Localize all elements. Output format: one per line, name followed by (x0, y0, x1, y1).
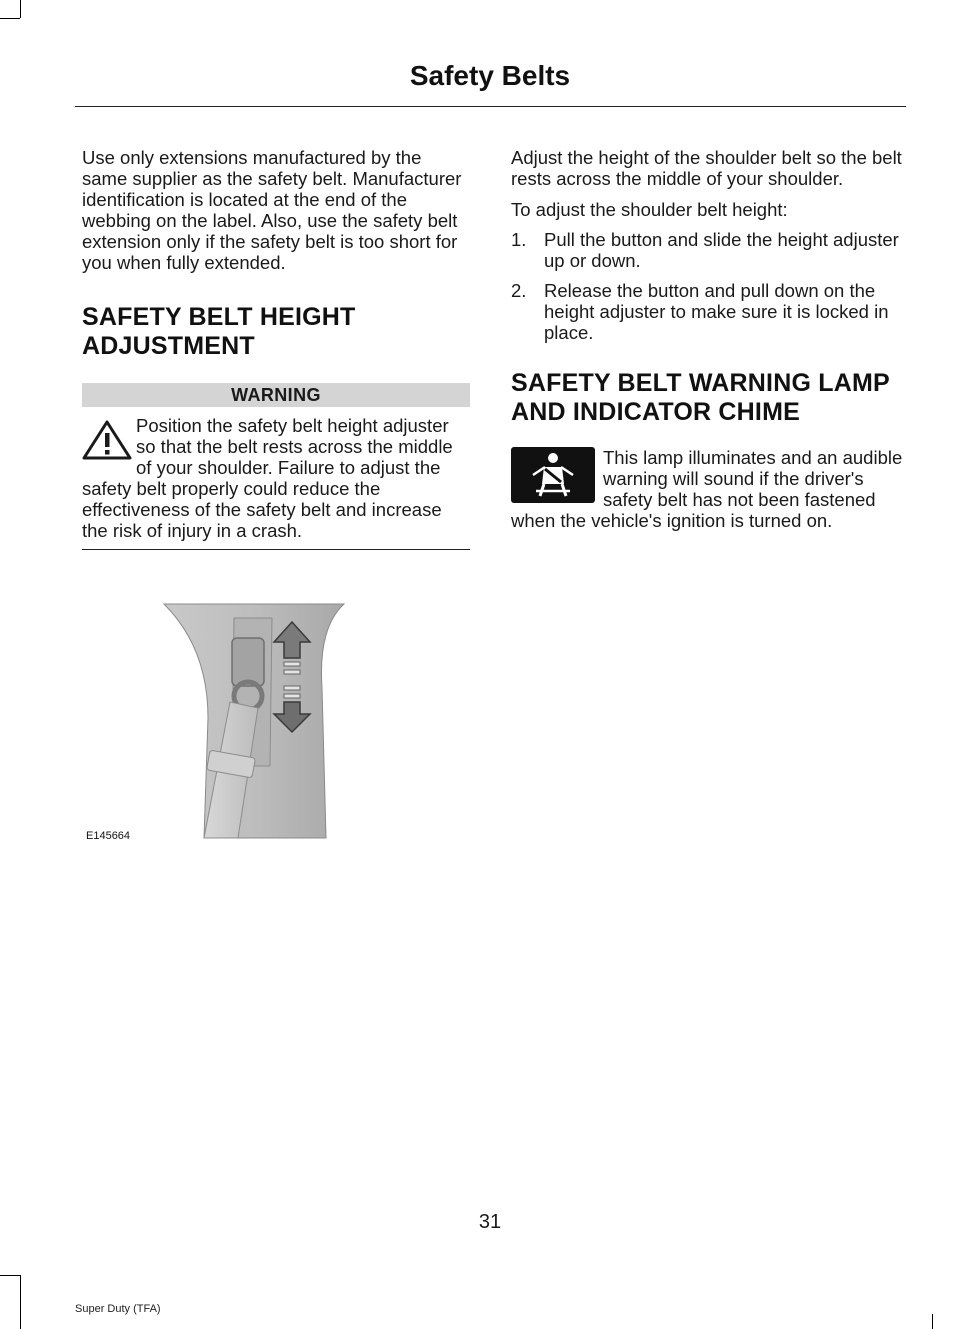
step-number: 1. (511, 229, 527, 250)
warning-triangle-icon (82, 419, 132, 461)
belt-height-adjuster-illustration (82, 598, 382, 848)
crop-mark (20, 0, 21, 18)
step-number: 2. (511, 280, 527, 301)
warning-text: Position the safety belt height adjuster so that the belt rests across the middle of your shoulder. Failure to adjust the safety belt properly could reduce the effectiveness of the safety belt and increase the risk of injury in a crash. (82, 415, 453, 541)
footer-model: Super Duty (TFA) (75, 1303, 161, 1315)
crop-mark (0, 1275, 20, 1276)
step-text: Release the button and pull down on the height adjuster to make sure it is locked in place. (544, 280, 889, 343)
b-pillar-illustration (82, 598, 382, 848)
warning-label: WARNING (82, 383, 470, 407)
list-item (511, 280, 903, 343)
warning-block (82, 415, 470, 541)
crop-mark (0, 18, 20, 19)
warning-divider (82, 549, 470, 550)
figure-id: E145664 (86, 830, 131, 842)
crop-mark (932, 1314, 933, 1329)
section-heading-warning-lamp: SAFETY BELT WARNING LAMP AND INDICATOR CHIME (511, 369, 890, 426)
list-item (511, 229, 903, 271)
adjust-intro: To adjust the shoulder belt height: (511, 199, 788, 220)
lamp-block (511, 447, 903, 531)
left-column (82, 147, 470, 550)
crop-mark (20, 1275, 21, 1329)
adjust-steps-list (511, 229, 903, 343)
page-title: Safety Belts (409, 60, 571, 91)
page-number: 31 (478, 1211, 502, 1233)
intro-paragraph: Use only extensions manufactured by the same supplier as the safety belt. Manufacturer identification is located at the end of the webbing on the label. Also, use the safety belt extension only if the safety belt is too short for you when fully extended. (82, 147, 462, 273)
seatbelt-warning-lamp-icon (511, 447, 595, 503)
adjust-paragraph: Adjust the height of the shoulder belt so the belt rests across the middle of your shoulder. (511, 147, 902, 189)
right-column (511, 147, 903, 531)
section-heading-height-adjustment: SAFETY BELT HEIGHT ADJUSTMENT (82, 303, 356, 360)
lamp-description: This lamp illuminates and an audible warning will sound if the driver's safety belt has not been fastened when the vehicle's ignition is turned on. (511, 447, 903, 531)
title-divider (75, 106, 906, 107)
step-text: Pull the button and slide the height adjuster up or down. (544, 229, 899, 271)
